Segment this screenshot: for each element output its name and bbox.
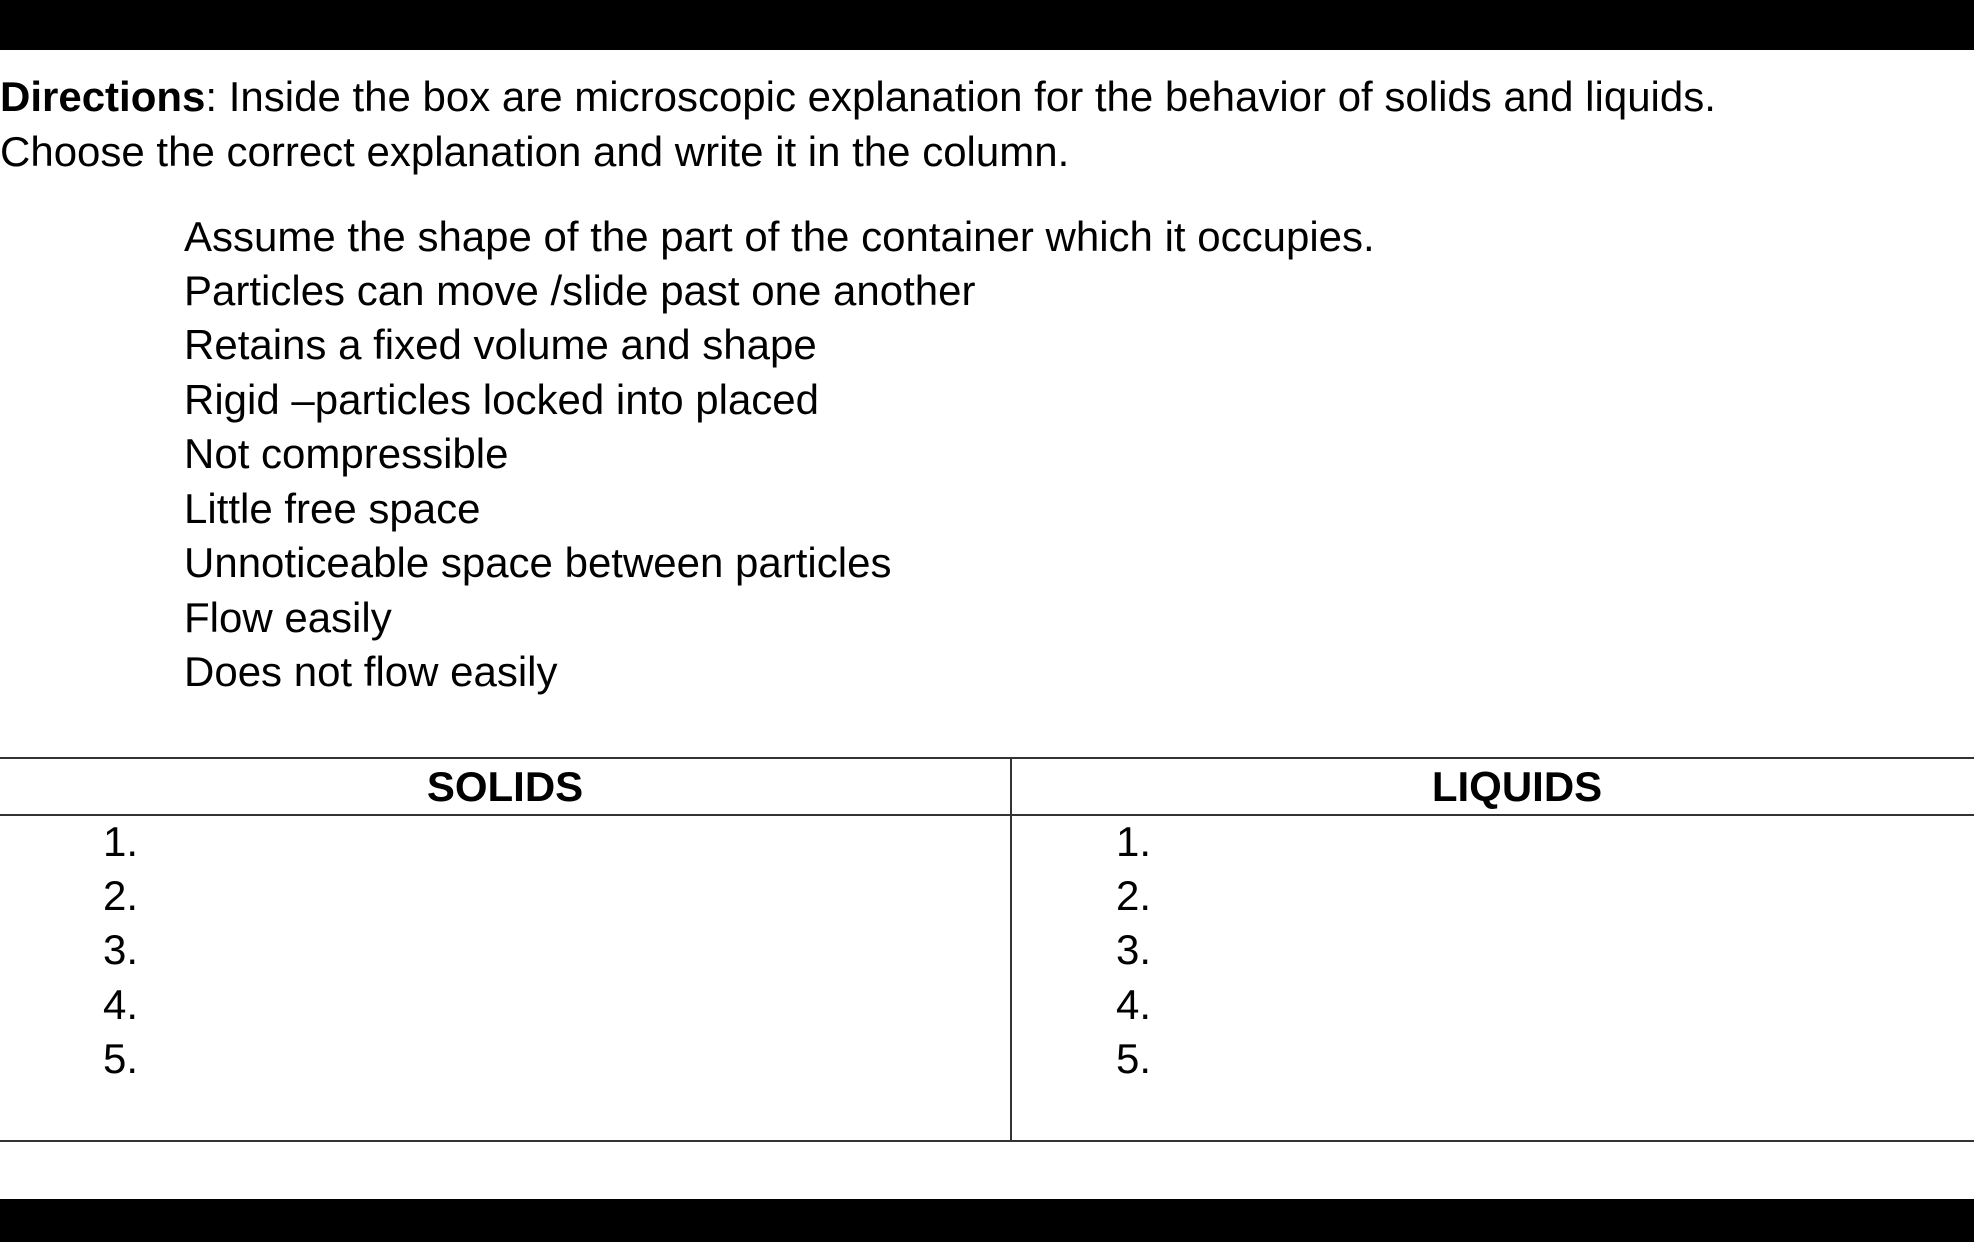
- bottom-black-bar: [0, 1199, 1974, 1242]
- choice-item: Rigid –particles locked into placed: [184, 376, 820, 423]
- answer-table: [0, 757, 1974, 1142]
- solids-answer-3[interactable]: 3.: [103, 926, 139, 973]
- column-divider: [1010, 759, 1012, 1140]
- choice-item: Flow easily: [184, 594, 392, 641]
- solids-answer-4[interactable]: 4.: [103, 981, 139, 1028]
- choice-item: Particles can move /slide past one another: [184, 267, 976, 314]
- solids-answer-5[interactable]: 5.: [103, 1035, 139, 1082]
- choice-item: Does not flow easily: [184, 648, 558, 695]
- directions-line-2: Choose the correct explanation and write it in the column.: [0, 128, 1070, 175]
- header-divider: [0, 814, 1974, 816]
- liquids-answer-1[interactable]: 1.: [1116, 818, 1152, 865]
- choice-item: Not compressible: [184, 430, 509, 477]
- directions-label: Directions: [0, 73, 206, 120]
- top-black-bar: [0, 0, 1974, 50]
- header-liquids: LIQUIDS: [1431, 763, 1603, 810]
- solids-answer-1[interactable]: 1.: [103, 818, 139, 865]
- liquids-answer-5[interactable]: 5.: [1116, 1035, 1152, 1082]
- liquids-answer-2[interactable]: 2.: [1116, 872, 1152, 919]
- choice-item: Little free space: [184, 485, 481, 532]
- liquids-answer-3[interactable]: 3.: [1116, 926, 1152, 973]
- solids-answer-2[interactable]: 2.: [103, 872, 139, 919]
- header-solids: SOLIDS: [426, 763, 584, 810]
- choice-item: Unnoticeable space between particles: [184, 539, 892, 586]
- directions-line-1: [0, 70, 1716, 124]
- liquids-answer-4[interactable]: 4.: [1116, 981, 1152, 1028]
- choice-item: Retains a fixed volume and shape: [184, 321, 817, 368]
- directions-text: : Inside the box are microscopic explanation for the behavior of solids and liquids.: [205, 73, 1716, 120]
- choice-item: Assume the shape of the part of the container which it occupies.: [184, 213, 1375, 260]
